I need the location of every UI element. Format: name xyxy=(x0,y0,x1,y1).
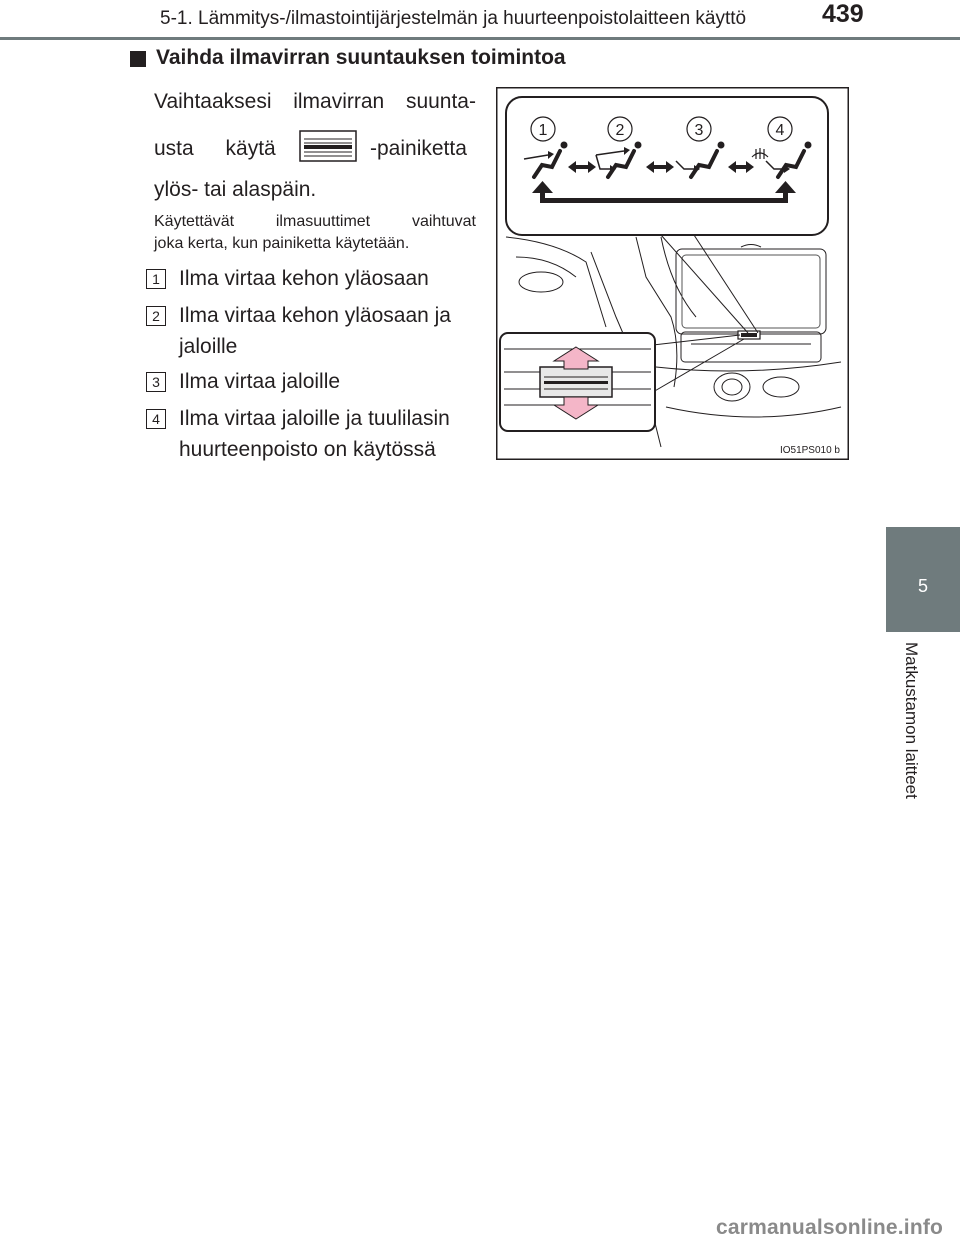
callout-number: 2 xyxy=(615,122,625,139)
note-word: ilmasuuttimet xyxy=(275,213,371,230)
airflow-mode-illustration xyxy=(496,87,849,460)
mode-1-text: Ilma virtaa kehon yläosaan xyxy=(179,267,429,290)
callout-number: 3 xyxy=(694,122,704,139)
intro-word: suunta- xyxy=(405,90,476,113)
mode-4-text: Ilma virtaa jaloille ja tuulilasin xyxy=(179,407,450,430)
callout-number: 4 xyxy=(775,122,785,139)
chapter-number: 5 xyxy=(917,576,928,596)
mode-number-badge: 3 xyxy=(146,372,166,392)
section-title: Vaihda ilmavirran suuntauksen toimintoa xyxy=(156,46,566,69)
mode-number-badge: 2 xyxy=(146,306,166,326)
intro-word: Vaihtaaksesi xyxy=(154,90,272,113)
airflow-mode-button-icon xyxy=(299,130,357,162)
intro-line-2-end: -painiketta xyxy=(370,137,467,160)
intro-word: ilmavirran xyxy=(293,90,385,113)
page-number: 439 xyxy=(822,0,864,28)
mode-3-text: Ilma virtaa jaloille xyxy=(179,370,341,393)
intro-line-2-start: usta käytä xyxy=(154,137,276,160)
chapter-tab xyxy=(886,527,960,632)
chapter-title-vertical xyxy=(895,642,925,832)
image-code: IO51PS010 b xyxy=(779,445,840,456)
chapter-title: Matkustamon laitteet xyxy=(902,642,921,799)
callout-number: 1 xyxy=(538,122,548,139)
note-line-2: joka kerta, kun painiketta käytetään. xyxy=(154,235,410,252)
note-word: Käytettävät xyxy=(154,213,235,230)
section-bullet-icon xyxy=(130,51,146,67)
note-word: vaihtuvat xyxy=(411,213,476,230)
note-line-1 xyxy=(154,213,476,231)
mode-number-badge: 4 xyxy=(146,409,166,429)
watermark: carmanualsonline.info xyxy=(716,1216,944,1239)
page-header-title: 5-1. Lämmitys-/ilmastointijärjestelmän ja huurteenpoistolaitteen käyttö xyxy=(160,8,747,29)
intro-line-1 xyxy=(154,90,476,114)
mode-2-text-cont: jaloille xyxy=(179,335,238,358)
intro-line-3: ylös- tai alaspäin. xyxy=(154,178,317,201)
mode-number-badge: 1 xyxy=(146,269,166,289)
mode-4-text-cont: huurteenpoisto on käytössä xyxy=(179,438,436,461)
mode-2-text: Ilma virtaa kehon yläosaan ja xyxy=(179,304,451,327)
header-divider xyxy=(0,37,960,40)
